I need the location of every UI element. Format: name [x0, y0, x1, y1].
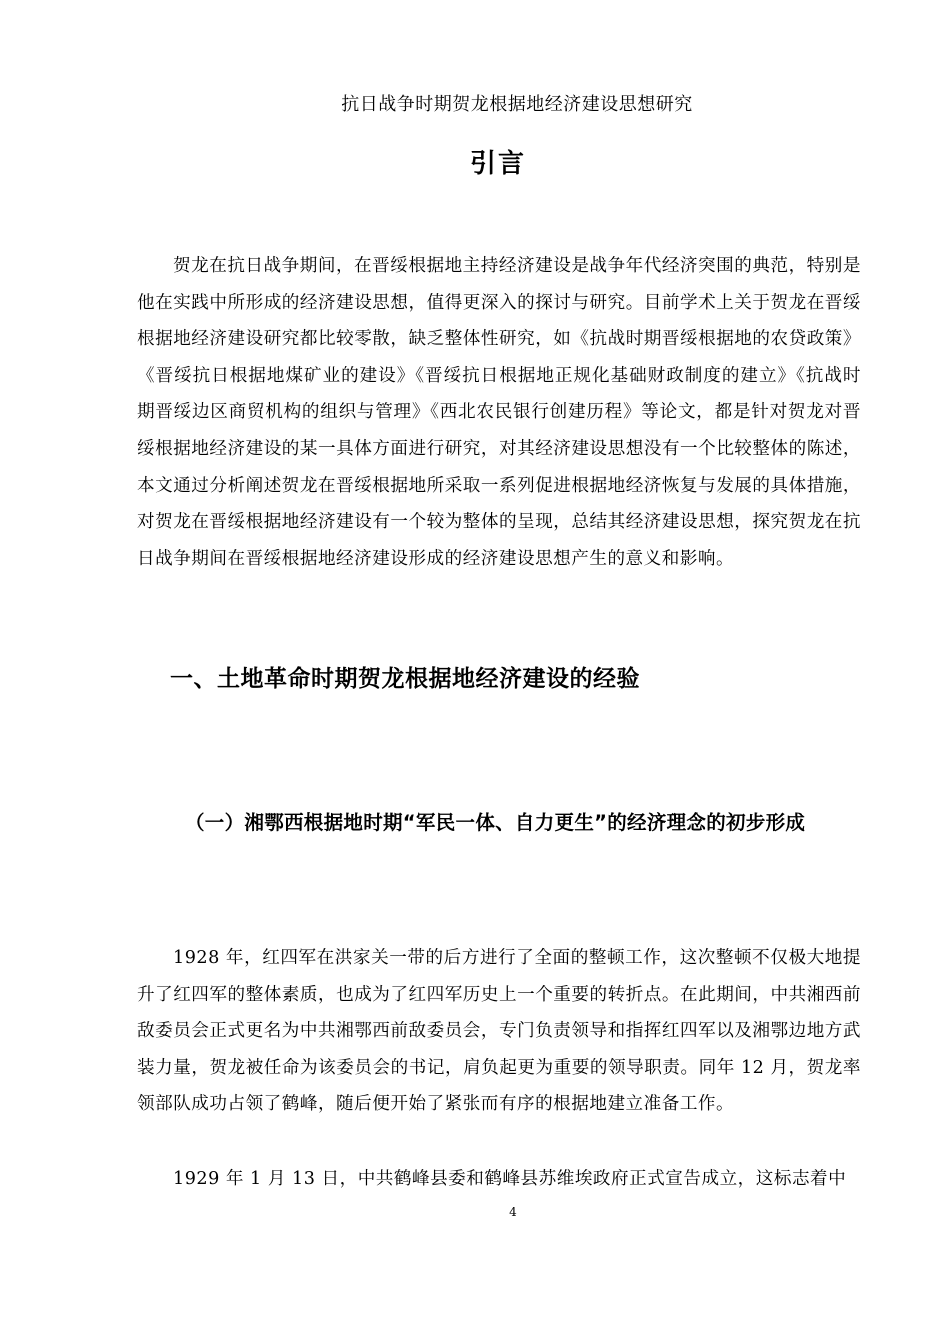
subsection-heading: （一）湘鄂西根据地时期“军民一体、自力更生”的经济理念的初步形成 [185, 811, 806, 834]
body-paragraph: 1929 年 1 月 13 日，中共鹤峰县委和鹤峰县苏维埃政府正式宣告成立，这标志着中 [173, 1169, 847, 1189]
section-heading: 一、土地革命时期贺龙根据地经济建设的经验 [170, 666, 640, 692]
page-number: 4 [509, 1205, 517, 1219]
body-paragraph: 1928 年，红四军在洪家关一带的后方进行了全面的整顿工作，这次整顿不仅极大地提升了红四军的整体素质，也成为了红四军历史上一个重要的转折点。在此期间，中共湘西前敌委员会正式更名为中共湘鄂西前敌委员会，专门负责领导和指挥红四军以及湘鄂边地方武装力量，贺龙被任命为该委员会的书记，肩负起更为重要的领导职责。同年 12 月，贺龙率领部队成功占领了鹤峰，随后便开始了紧张而有序的根据地建立准备工作。 [137, 948, 861, 1115]
page-title: 引言 [469, 149, 526, 179]
running-header: 抗日战争时期贺龙根据地经济建设思想研究 [341, 94, 693, 115]
intro-paragraph: 贺龙在抗日战争期间，在晋绥根据地主持经济建设是战争年代经济突围的典范，特别是他在实践中所形成的经济建设思想，值得更深入的探讨与研究。目前学术上关于贺龙在晋绥根据地经济建设研究都比较零散，缺乏整体性研究，如《抗战时期晋绥根据地的农贷政策》《晋绥抗日根据地煤矿业的建设》《晋绥抗日根据地正规化基础财政制度的建立》《抗战时期晋绥边区商贸机构的组织与管理》《西北农民银行创建历程》等论文，都是针对贺龙对晋绥根据地经济建设的某一具体方面进行研究，对其经济建设思想没有一个比较整体的陈述，本文通过分析阐述贺龙在晋绥根据地所采取一系列促进根据地经济恢复与发展的具体措施，对贺龙在晋绥根据地经济建设有一个较为整体的呈现，总结其经济建设思想，探究贺龙在抗日战争期间在晋绥根据地经济建设形成的经济建设思想产生的意义和影响。 [137, 256, 861, 569]
